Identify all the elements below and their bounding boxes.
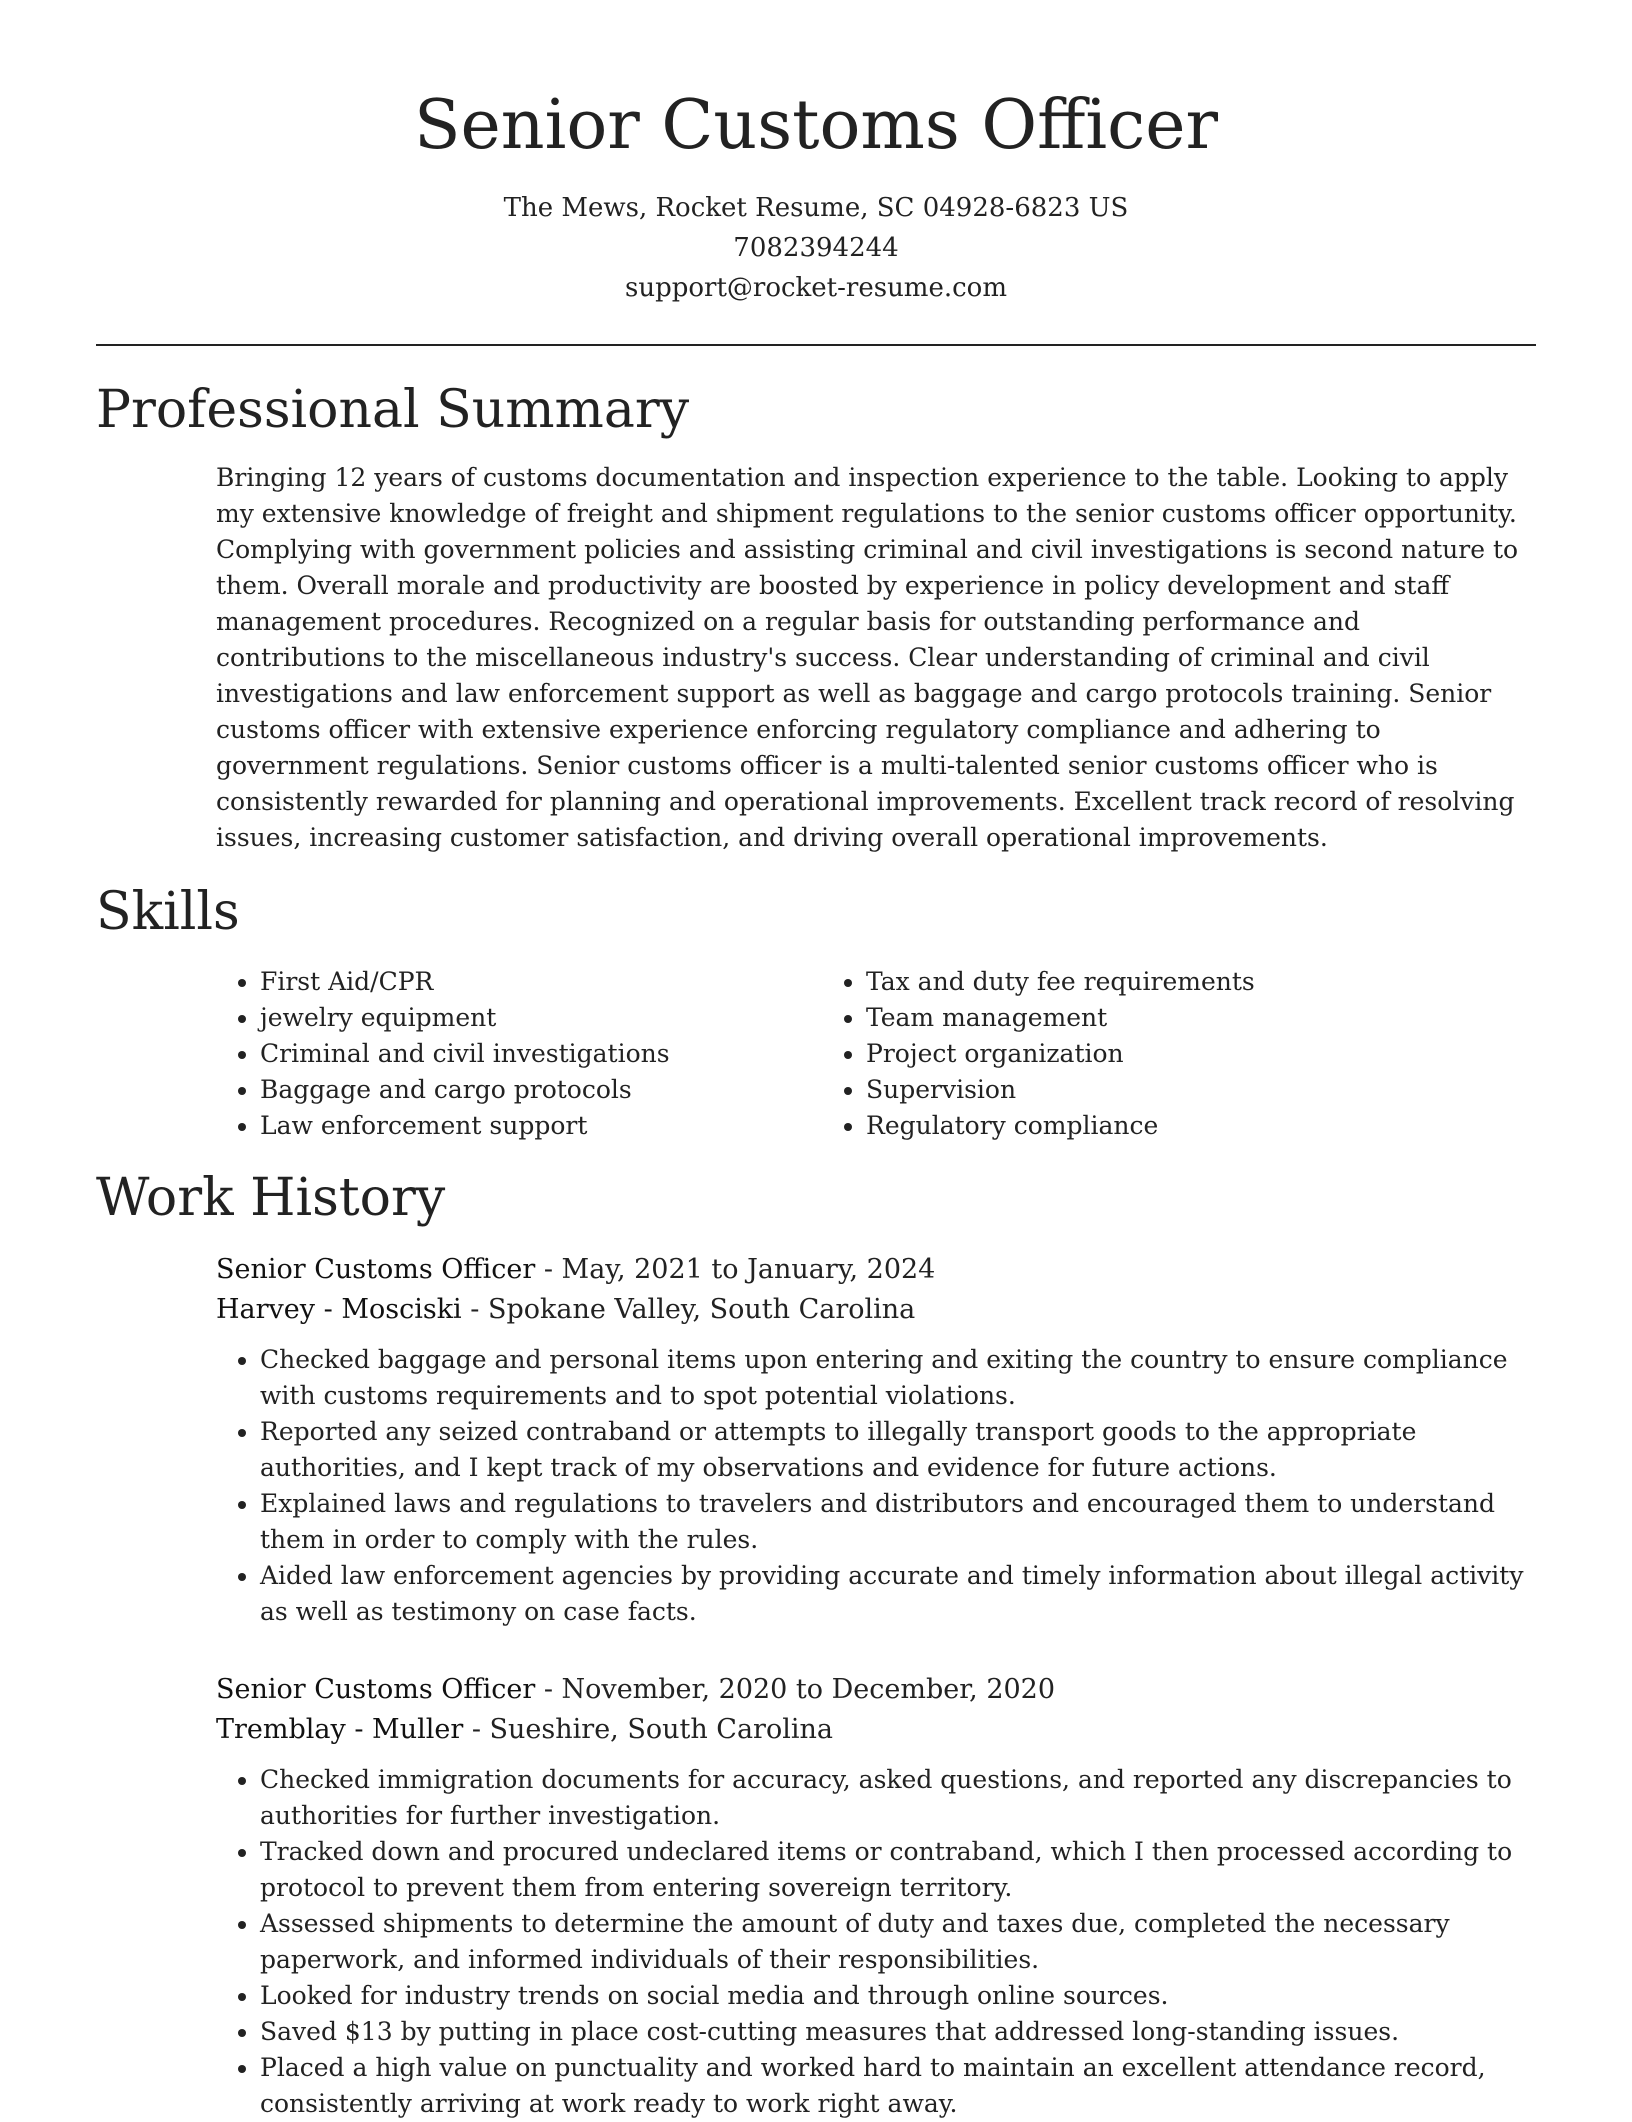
job-company: Tremblay - Muller — [216, 1714, 464, 1745]
skill-item: • First Aid/CPR — [260, 964, 822, 1000]
contact-phone: 7082394244 — [733, 233, 899, 263]
job-dates: - May, 2021 to January, 2024 — [535, 1254, 936, 1285]
job-duty: • Reported any seized contraband or attempts to illegally transport goods to the appropriate authorities, and I kept track of my observations and evidence for future actions. — [260, 1414, 1536, 1486]
job-duty: • Checked immigration documents for accuracy, asked questions, and reported any discrepancies to authorities for further investigation. — [260, 1762, 1536, 1834]
job-entry — [216, 1670, 1536, 2122]
skill-item: • jewelry equipment — [260, 1000, 822, 1036]
job-duty: • Aided law enforcement agencies by providing accurate and timely information about illegal activity as well as testimony on case facts. — [260, 1558, 1536, 1630]
job-duty: • Checked baggage and personal items upon entering and exiting the country to ensure compliance with customs requirements and to spot potential violations. — [260, 1342, 1536, 1414]
skill-item: • Regulatory compliance — [866, 1108, 1255, 1144]
job-location: - Sueshire, South Carolina — [463, 1714, 833, 1745]
resume-header — [96, 0, 1536, 308]
job-position: Senior Customs Officer — [216, 1674, 536, 1705]
job-company-line — [216, 1710, 1536, 1750]
skill-item: • Baggage and cargo protocols — [260, 1072, 822, 1108]
skill-item: • Law enforcement support — [260, 1108, 822, 1144]
job-entry — [216, 1250, 1536, 1630]
skill-item: • Project organization — [866, 1036, 1255, 1072]
job-duty: • Assessed shipments to determine the amount of duty and taxes due, completed the necessary paperwork, and informed individuals of their responsibilities. — [260, 1906, 1536, 1978]
job-title-line — [216, 1670, 1536, 1710]
header-divider — [96, 344, 1536, 346]
contact-address: The Mews, Rocket Resume, SC 04928-6823 US — [503, 193, 1129, 223]
job-title-line — [216, 1250, 1536, 1290]
work-history-heading: Work History — [96, 1168, 446, 1228]
job-duties — [216, 1342, 1536, 1630]
job-location: - Spokane Valley, South Carolina — [461, 1294, 916, 1325]
job-duty: • Tracked down and procured undeclared items or contraband, which I then processed according to protocol to prevent them from entering sovereign territory. — [260, 1834, 1536, 1906]
candidate-title: Senior Customs Officer — [413, 86, 1219, 165]
job-duty: • Saved $13 by putting in place cost-cutting measures that addressed long-standing issues. — [260, 2014, 1536, 2050]
job-duty: • Explained laws and regulations to travelers and distributors and encouraged them to understand them in order to comply with the rules. — [260, 1486, 1536, 1558]
skills-column-right — [822, 964, 1255, 1144]
contact-email: support@rocket-resume.com — [624, 273, 1007, 303]
summary-text: Bringing 12 years of customs documentation and inspection experience to the table. Looking to apply my extensive knowledge of freight and shipment regulations to the senior customs officer opportunity. Complying with government policies and assisting criminal and civil investigations is second nature to them. Overall morale and productivity are boosted by experience in policy development and staff management procedures. Recognized on a regular basis for outstanding performance and contributions to the miscellaneous industry's success. Clear understanding of criminal and civil investigations and law enforcement support as well as baggage and cargo protocols training. Senior customs officer with extensive experience enforcing regulatory compliance and adhering to government regulations. Senior customs officer is a multi-talented senior customs officer who is consistently rewarded for planning and operational improvements. Excellent track record of resolving issues, increasing customer satisfaction, and driving overall operational improvements. — [216, 463, 1519, 852]
skills-heading: Skills — [96, 882, 240, 942]
skill-item: • Criminal and civil investigations — [260, 1036, 822, 1072]
skill-item: • Supervision — [866, 1072, 1255, 1108]
skill-item: • Team management — [866, 1000, 1255, 1036]
skills-column-left — [216, 964, 822, 1144]
job-position: Senior Customs Officer — [216, 1254, 536, 1285]
job-dates: - November, 2020 to December, 2020 — [535, 1674, 1056, 1705]
job-duty: • Placed a high value on punctuality and worked hard to maintain an excellent attendance record, consistently arriving at work ready to work right away. — [260, 2050, 1536, 2122]
job-duty: • Looked for industry trends on social media and through online sources. — [260, 1978, 1536, 2014]
job-duties — [216, 1762, 1536, 2122]
job-company: Harvey - Mosciski — [216, 1294, 462, 1325]
summary-heading: Professional Summary — [96, 380, 690, 440]
skill-item: • Tax and duty fee requirements — [866, 964, 1255, 1000]
skills-list — [216, 964, 1536, 1144]
job-company-line — [216, 1290, 1536, 1330]
